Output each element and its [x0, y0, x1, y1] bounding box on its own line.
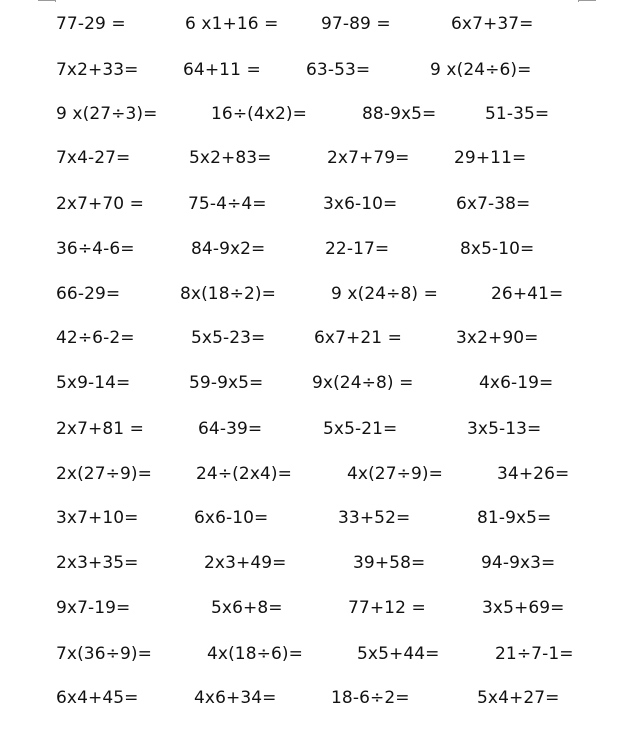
- math-problem: 16÷(4x2)=: [211, 104, 307, 124]
- math-problem: 77+12 =: [348, 598, 426, 618]
- math-problem: 4x6+34=: [194, 688, 277, 708]
- math-problem: 94-9x3=: [481, 553, 556, 573]
- math-problem: 63-53=: [306, 60, 371, 80]
- math-problem: 18-6÷2=: [331, 688, 410, 708]
- problem-row: [0, 235, 633, 263]
- problem-row: [0, 684, 633, 712]
- problem-row: [0, 549, 633, 577]
- math-problem: 5x5+44=: [357, 644, 440, 664]
- problem-row: [0, 640, 633, 668]
- math-problem: 4x(27÷9)=: [347, 464, 443, 484]
- problem-row: [0, 144, 633, 172]
- math-problem: 6x7+37=: [451, 14, 534, 34]
- math-problem: 5x2+83=: [189, 148, 272, 168]
- math-problem: 22-17=: [325, 239, 390, 259]
- math-problem: 3x7+10=: [56, 508, 139, 528]
- math-problem: 7x4-27=: [56, 148, 131, 168]
- math-problem: 77-29 =: [56, 14, 126, 34]
- problem-row: [0, 369, 633, 397]
- math-problem: 2x3+49=: [204, 553, 287, 573]
- math-problem: 3x2+90=: [456, 328, 539, 348]
- math-problem: 4x6-19=: [479, 373, 554, 393]
- math-problem: 8x(18÷2)=: [180, 284, 276, 304]
- math-problem: 5x9-14=: [56, 373, 131, 393]
- math-problem: 75-4÷4=: [188, 194, 267, 214]
- math-problem: 97-89 =: [321, 14, 391, 34]
- math-problem: 88-9x5=: [362, 104, 437, 124]
- math-problem: 42÷6-2=: [56, 328, 135, 348]
- math-problem: 3x5-13=: [467, 419, 542, 439]
- math-problem: 64+11 =: [183, 60, 261, 80]
- problem-row: [0, 280, 633, 308]
- math-problem: 9x(24÷8) =: [312, 373, 414, 393]
- problem-row: [0, 415, 633, 443]
- math-problem: 84-9x2=: [191, 239, 266, 259]
- problem-row: [0, 324, 633, 352]
- math-problem: 2x(27÷9)=: [56, 464, 152, 484]
- math-problem: 9 x(27÷3)=: [56, 104, 158, 124]
- math-problem: 9 x(24÷8) =: [331, 284, 438, 304]
- math-problem: 34+26=: [497, 464, 570, 484]
- math-problem: 3x5+69=: [482, 598, 565, 618]
- math-problem: 7x(36÷9)=: [56, 644, 152, 664]
- math-problem: 6x6-10=: [194, 508, 269, 528]
- math-problem: 21÷7-1=: [495, 644, 574, 664]
- problem-row: [0, 190, 633, 218]
- math-problem: 6x7-38=: [456, 194, 531, 214]
- math-problem: 7x2+33=: [56, 60, 139, 80]
- math-problem: 5x6+8=: [211, 598, 283, 618]
- problem-row: [0, 504, 633, 532]
- math-problem: 4x(18÷6)=: [207, 644, 303, 664]
- math-problem: 81-9x5=: [477, 508, 552, 528]
- math-problem: 9 x(24÷6)=: [430, 60, 532, 80]
- math-problem: 5x4+27=: [477, 688, 560, 708]
- math-problem: 2x7+81 =: [56, 419, 145, 439]
- math-problem: 6 x1+16 =: [185, 14, 279, 34]
- math-problem: 2x7+70 =: [56, 194, 145, 214]
- math-problem: 36÷4-6=: [56, 239, 135, 259]
- problem-row: [0, 460, 633, 488]
- math-problem: 66-29=: [56, 284, 121, 304]
- problem-row: [0, 10, 633, 38]
- math-problem: 24÷(2x4)=: [196, 464, 292, 484]
- math-problem: 6x4+45=: [56, 688, 139, 708]
- math-problem: 6x7+21 =: [314, 328, 403, 348]
- math-problem: 26+41=: [491, 284, 564, 304]
- math-problem: 33+52=: [338, 508, 411, 528]
- math-problem: 64-39=: [198, 419, 263, 439]
- math-problem: 5x5-21=: [323, 419, 398, 439]
- math-problem: 9x7-19=: [56, 598, 131, 618]
- math-problem: 2x3+35=: [56, 553, 139, 573]
- problem-row: [0, 56, 633, 84]
- math-problem: 5x5-23=: [191, 328, 266, 348]
- problem-row: [0, 100, 633, 128]
- math-problem: 59-9x5=: [189, 373, 264, 393]
- math-problem: 51-35=: [485, 104, 550, 124]
- math-problem: 2x7+79=: [327, 148, 410, 168]
- math-problem: 29+11=: [454, 148, 527, 168]
- math-problem: 3x6-10=: [323, 194, 398, 214]
- problem-row: [0, 594, 633, 622]
- math-problem: 8x5-10=: [460, 239, 535, 259]
- math-problem: 39+58=: [353, 553, 426, 573]
